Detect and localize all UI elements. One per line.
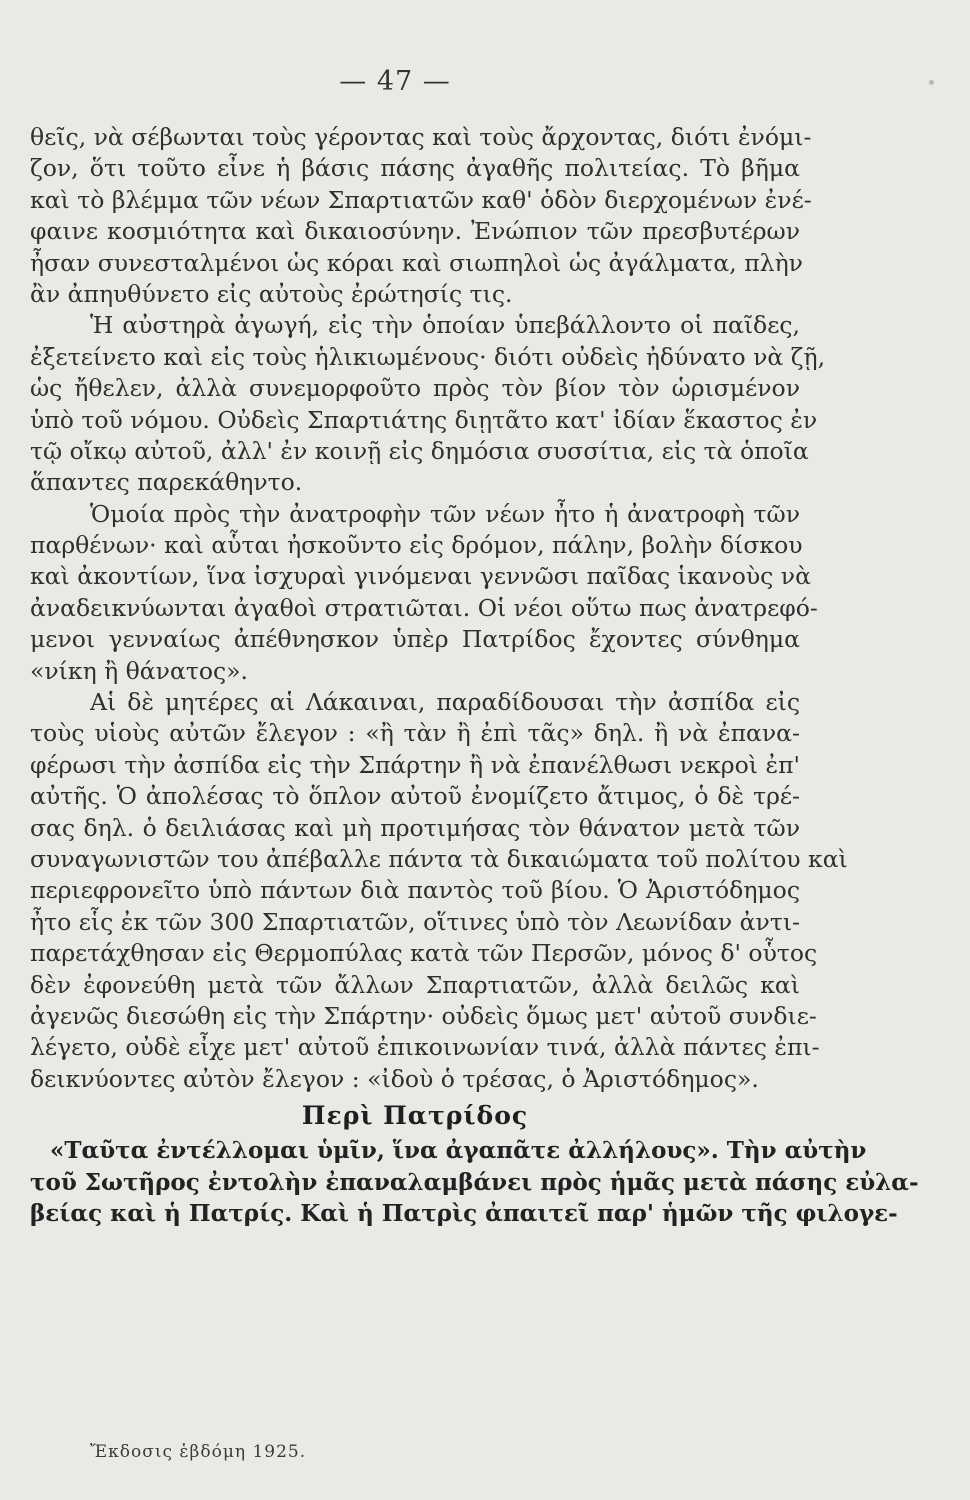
text-line: δεικνύοντες αὐτὸν ἔλεγον : «ἰδοὺ ὁ τρέσας, ὁ Ἀριστόδημος». [30,1064,759,1093]
text-line: τῷ οἴκῳ αὐτοῦ, ἀλλ' ἐν κοινῇ εἰς δημόσια συσσίτια, εἰς τὰ ὁποῖα [30,436,809,465]
text-line: ἦσαν συνεσταλμένοι ὡς κόραι καὶ σιωπηλοὶ ὡς ἀγάλματα, πλὴν [30,248,803,277]
text-line: ἦτο εἷς ἐκ τῶν 300 Σπαρτιατῶν, οἵτινες ὑπὸ τὸν Λεωνίδαν ἀντι- [30,907,800,936]
page-number: — 47 — [339,66,451,97]
text-line: Αἱ δὲ μητέρες αἱ Λάκαιναι, παραδίδουσαι τὴν ἀσπίδα εἰς [90,688,800,717]
text-line: θεῖς, νὰ σέβωνται τοὺς γέροντας καὶ τοὺς ἄρχοντας, διότι ἐνόμι- [30,123,812,151]
text-line: ἀναδεικνύωνται ἀγαθοὶ στρατιῶται. Οἱ νέοι οὕτω πως ἀνατρεφό- [30,593,818,622]
text-line: βείας καὶ ἡ Πατρίς. Καὶ ἡ Πατρὶς ἀπαιτεῖ παρ' ἡμῶν τῆς φιλογε- [30,1199,898,1227]
text-line: τοὺς υἱοὺς αὐτῶν ἔλεγον : «ἢ τὰν ἢ ἐπὶ τᾶς» δηλ. ἢ νὰ ἐπανα- [30,719,800,748]
text-line: περιεφρονεῖτο ὑπὸ πάντων διὰ παντὸς τοῦ βίου. Ὁ Ἀριστόδημος [30,876,800,905]
text-line: ὑπὸ τοῦ νόμου. Οὐδεὶς Σπαρτιάτης διῃτᾶτο κατ' ἰδίαν ἕκαστος ἐν [30,405,818,434]
text-line: ζον, ὅτι τοῦτο εἶνε ἡ βάσις πάσης ἀγαθῆς πολιτείας. Τὸ βῆμα [30,154,800,183]
text-line: ἐξετείνετο καὶ εἰς τοὺς ἡλικιωμένους· διότι οὐδεὶς ἠδύνατο νὰ ζῇ, [30,342,826,371]
text-line: συναγωνιστῶν του ἀπέβαλλε πάντα τὰ δικαιώματα τοῦ πολίτου καὶ [30,844,848,873]
text-line: «Ταῦτα ἐντέλλομαι ὑμῖν, ἵνα ἀγαπᾶτε ἀλλήλους». Τὴν αὐτὴν [50,1137,867,1165]
body-text [30,122,919,1229]
text-line: παρετάχθησαν εἰς Θερμοπύλας κατὰ τῶν Περσῶν, μόνος δ' οὗτος [30,939,818,968]
text-line: ἅπαντες παρεκάθηντο. [30,468,303,497]
text-line: σας δηλ. ὁ δειλιάσας καὶ μὴ προτιμήσας τὸν θάνατον μετὰ τῶν [30,813,800,842]
text-line: καὶ ἀκοντίων, ἵνα ἰσχυραὶ γινόμεναι γεννῶσι παῖδας ἱκανοὺς νὰ [30,562,811,591]
paper-speck [929,80,934,85]
text-line: παρθένων· καὶ αὗται ἠσκοῦντο εἰς δρόμον, πάλην, βολὴν δίσκου [30,531,803,560]
text-line: ὡς ἤθελεν, ἀλλὰ συνεμορφοῦτο πρὸς τὸν βίον τὸν ὡρισμένον [30,374,800,403]
text-line: καὶ τὸ βλέμμα τῶν νέων Σπαρτιατῶν καθ' ὁδὸν διερχομένων ἐνέ- [30,185,812,214]
text-line: ἀγενῶς διεσώθη εἰς τὴν Σπάρτην· οὐδεὶς ὅμως μετ' αὐτοῦ συνδιε- [30,1001,817,1030]
bold-paragraph [30,1135,919,1229]
text-line: μενοι γενναίως ἀπέθνησκον ὑπὲρ Πατρίδος ἔχοντες σύνθημα [30,625,800,654]
text-line: Ὁμοία πρὸς τὴν ἀνατροφὴν τῶν νέων ἦτο ἡ ἀνατροφὴ τῶν [90,499,800,528]
section-heading: Περὶ Πατρίδος [301,1101,529,1131]
text-line: «νίκη ἢ θάνατος». [30,656,248,685]
text-line: λέγετο, οὐδὲ εἶχε μετ' αὐτοῦ ἐπικοινωνίαν τινά, ἀλλὰ πάντες ἐπι- [30,1033,820,1062]
text-line: φαινε κοσμιότητα καὶ δικαιοσύνην. Ἐνώπιον τῶν πρεσβυτέρων [30,217,800,246]
text-line: φέρωσι τὴν ἀσπίδα εἰς τὴν Σπάρτην ἢ νὰ ἐπανέλθωσι νεκροὶ ἐπ' [30,750,800,779]
text-line: δὲν ἐφονεύθη μετὰ τῶν ἄλλων Σπαρτιατῶν, ἀλλὰ δειλῶς καὶ [30,970,800,999]
text-line: ἂν ἀπηυθύνετο εἰς αὐτοὺς ἐρώτησίς τις. [30,279,513,308]
text-line: Ἡ αὐστηρὰ ἀγωγή, εἰς τὴν ὁποίαν ὑπεβάλλοντο οἱ παῖδες, [90,311,800,340]
text-line: τοῦ Σωτῆρος ἐντολὴν ἐπαναλαμβάνει πρὸς ἡμᾶς μετὰ πάσης εὐλα- [30,1168,919,1196]
text-line: αὐτῆς. Ὁ ἀπολέσας τὸ ὅπλον αὐτοῦ ἐνομίζετο ἄτιμος, ὁ δὲ τρέ- [30,782,800,811]
edition-note: Ἔκδοσις ἑβδόμη 1925. [90,1442,307,1462]
